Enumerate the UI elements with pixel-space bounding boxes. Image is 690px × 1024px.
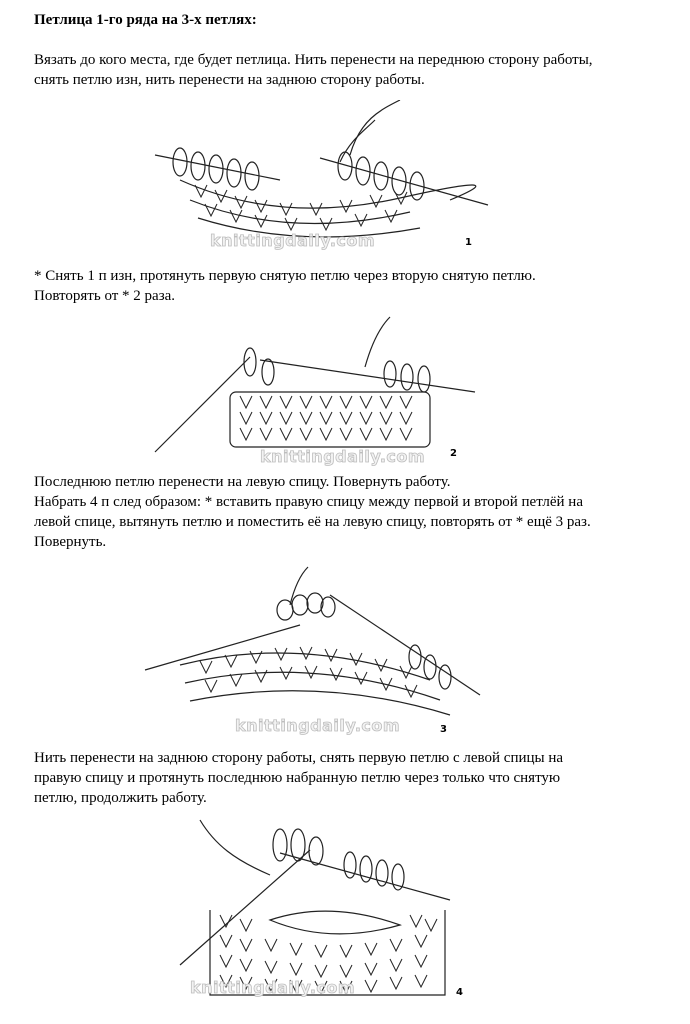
step-4-line-1: Нить перенести на заднюю сторону работы, снять первую петлю с левой спицы на [34,750,564,766]
watermark-4: knittingdaily.com [190,978,356,997]
figure-number-1: 1 [465,237,472,248]
figure-number-2: 2 [450,448,457,459]
watermark-3: knittingdaily.com [235,716,401,735]
page-title: Петлица 1-го ряда на 3-х петлях: [34,12,257,28]
step-1-line-1: Вязать до кого места, где будет петлица. Нить перенести на переднюю сторону работы, [34,52,593,68]
step-1-line-2: снять петлю изн, нить перенести на заднюю сторону работы. [34,72,425,88]
step-1-text [34,50,674,90]
illustration-step-2 [150,312,480,467]
step-2-line-1: * Снять 1 п изн, протянуть первую снятую петлю через вторую снятую петлю. [34,268,536,284]
step-3-text [34,472,674,552]
illustration-step-4 [160,815,480,1015]
step-3-line-1: Последнюю петлю перенести на левую спицу. Повернуть работу. [34,474,451,490]
figure-number-4: 4 [456,987,463,998]
step-3-line-2: Набрать 4 п след образом: * вставить правую спицу между первой и второй петлёй на [34,494,583,510]
figure-number-3: 3 [440,724,447,735]
step-4-text [34,748,674,808]
step-2-text [34,266,674,306]
illustration-step-3 [140,565,485,740]
step-3-line-3: левой спице, вытянуть петлю и поместить её на левую спицу, повторять от * ещё 3 раз. [34,514,591,530]
watermark-1: knittingdaily.com [210,231,376,250]
watermark-2: knittingdaily.com [260,447,426,466]
step-2-line-2: Повторять от * 2 раза. [34,288,176,304]
step-3-line-4: Повернуть. [34,534,107,550]
step-4-line-2: правую спицу и протянуть последнюю набранную петлю через только что снятую [34,770,561,786]
step-4-line-3: петлю, продолжить работу. [34,790,207,806]
illustration-step-1 [150,100,490,255]
